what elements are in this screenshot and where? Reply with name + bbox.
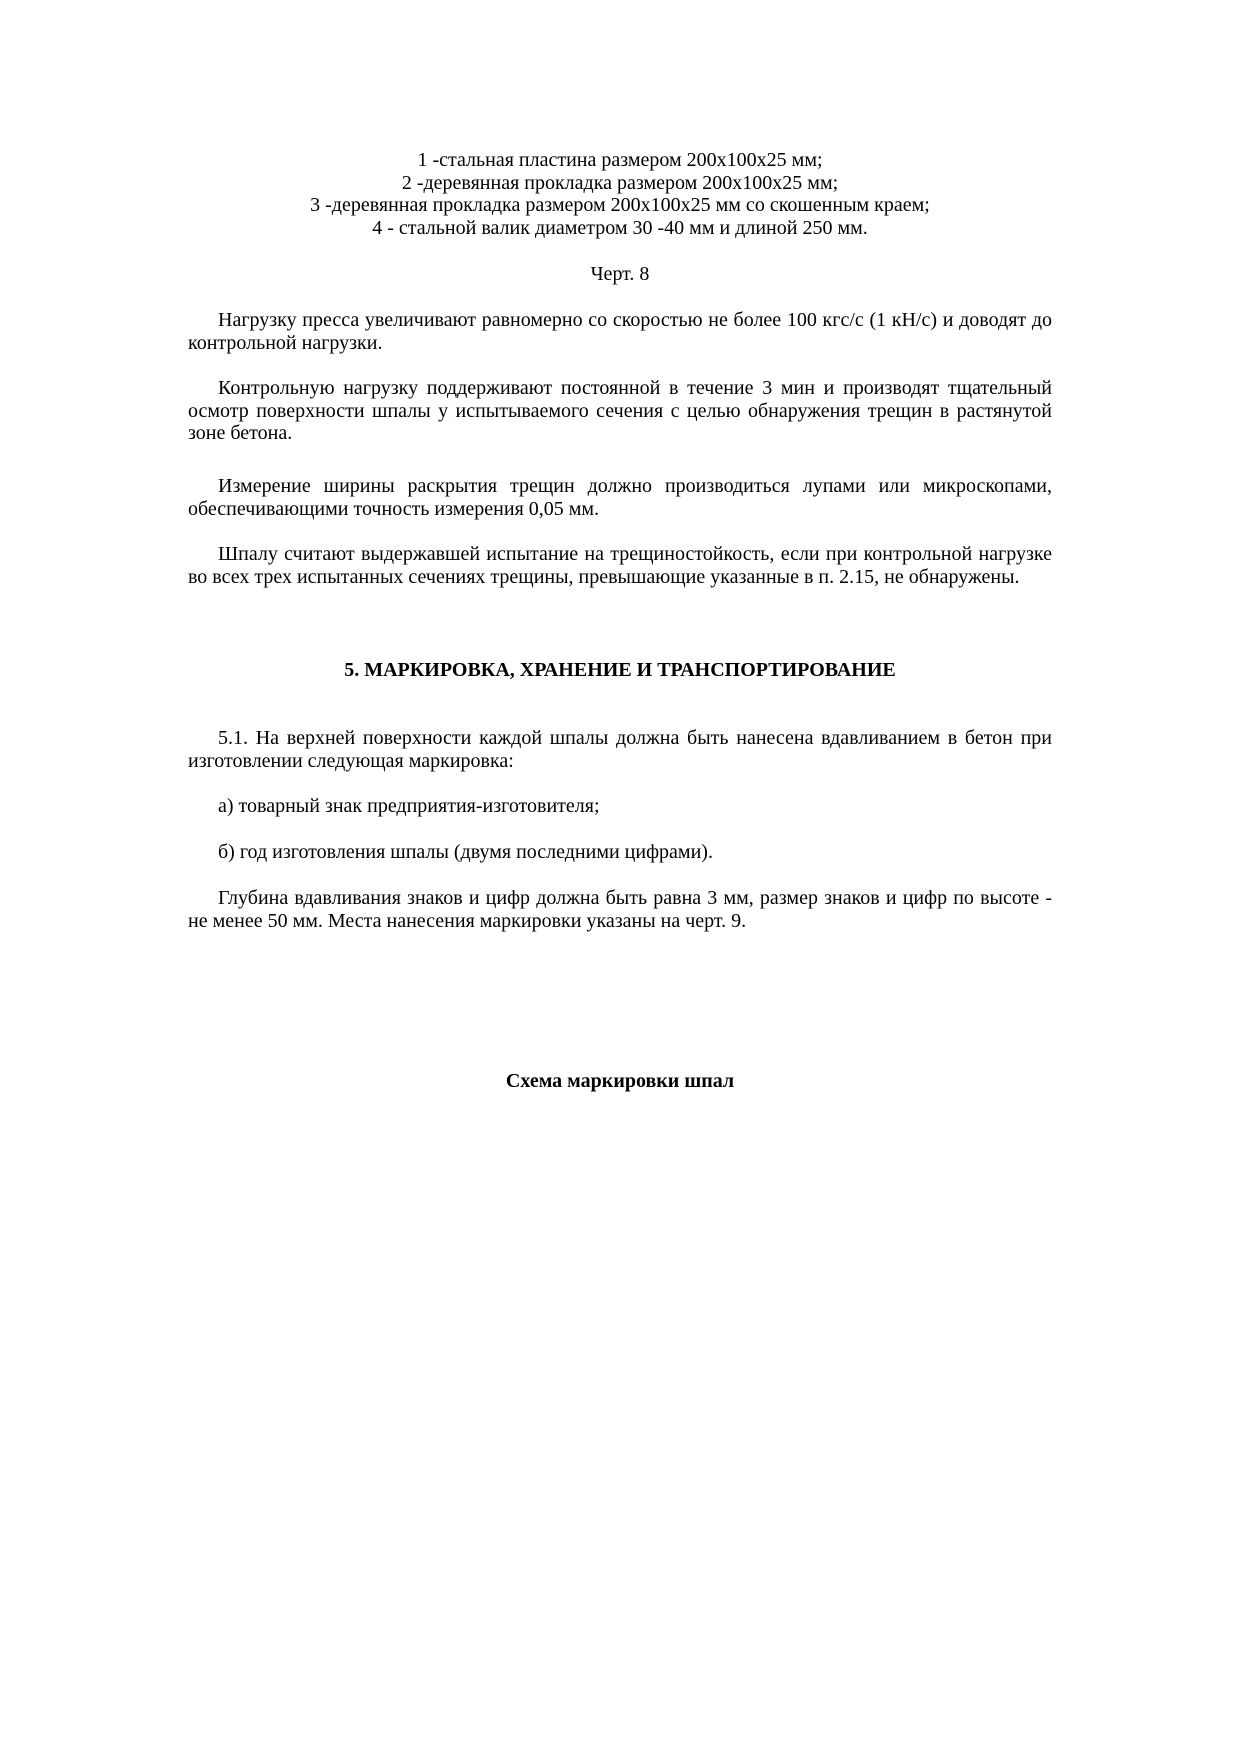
paragraph-crack-measurement: Измерение ширины раскрытия трещин должно производиться лупами или микроскопами, обеспечивающими точность измерения 0,05 мм.: [188, 475, 1052, 520]
paragraph-control-load: Контрольную нагрузку поддерживают постоянной в течение 3 мин и производят тщательный осмотр поверхности шпалы у испытываемого сечения с целью обнаружения трещин в растянутой зоне бетона.: [188, 377, 1052, 444]
paragraph-test-result: Шпалу считают выдержавшей испытание на трещиностойкость, если при контрольной нагрузке во всех трех испытанных сечениях трещины, превышающие указанные в п. 2.15, не обнаружены.: [188, 543, 1052, 588]
legend-item-1: 1 -стальная пластина размером 200х100х25 мм;: [417, 149, 823, 171]
section-heading: 5. МАРКИРОВКА, ХРАНЕНИЕ И ТРАНСПОРТИРОВАНИЕ: [344, 659, 896, 681]
figure-legend: [188, 149, 1052, 239]
figure-caption: Черт. 8: [590, 263, 650, 285]
scheme-title: Схема маркировки шпал: [505, 1070, 735, 1092]
paragraph-marking-item-a: а) товарный знак предприятия-изготовителя;: [218, 795, 600, 817]
paragraph-marking-item-b: б) год изготовления шпалы (двумя последними цифрами).: [218, 841, 713, 863]
paragraph-marking: 5.1. На верхней поверхности каждой шпалы должна быть нанесена вдавливанием в бетон при изготовлении следующая маркировка:: [188, 727, 1052, 772]
legend-item-2: 2 -деревянная прокладка размером 200х100х25 мм;: [401, 171, 839, 194]
legend-item-3: 3 -деревянная прокладка размером 200х100х25 мм со скошенным краем;: [310, 194, 930, 216]
paragraph-load-increase: Нагрузку пресса увеличивают равномерно со скоростью не более 100 кгс/с (1 кН/с) и доводят до контрольной нагрузки.: [188, 309, 1052, 354]
paragraph-marking-depth: Глубина вдавливания знаков и цифр должна быть равна 3 мм, размер знаков и цифр по высоте - не менее 50 мм. Места нанесения маркировки указаны на черт. 9.: [188, 887, 1052, 932]
legend-item-4: 4 - стальной валик диаметром 30 -40 мм и длиной 250 мм.: [372, 216, 868, 239]
